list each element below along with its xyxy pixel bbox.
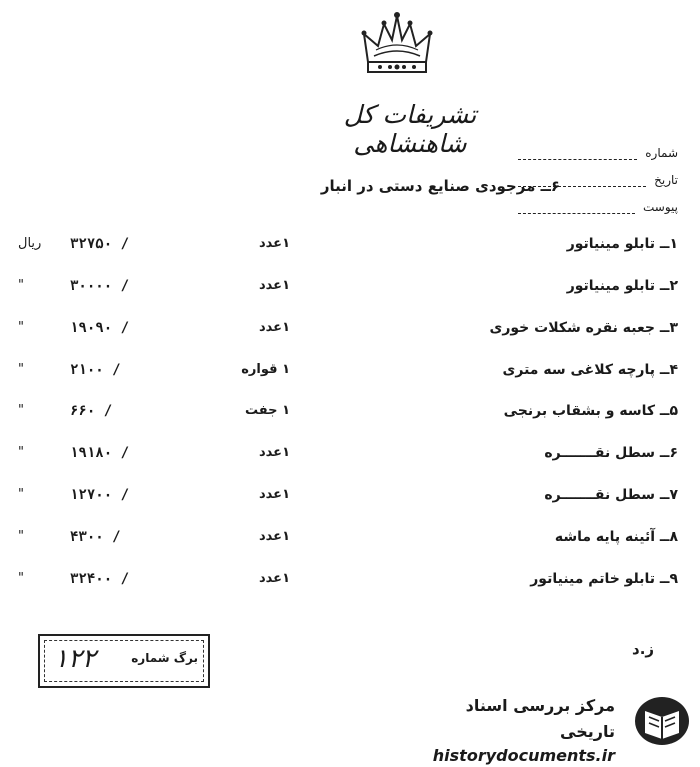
table-row [0,236,700,264]
item-price: ۱۹۰۹۰ / [70,320,130,336]
watermark-url: historydocuments.ir [432,746,615,765]
item-name: ۹ــ تابلو خاتم مینیاتور [530,571,678,587]
table-row [0,278,700,306]
item-name: ۴ــ پارچه کلاغی سه متری [502,362,678,378]
item-quantity: ۱عدد [259,445,290,460]
item-unit: " [18,487,24,502]
stamp-number: ۱۲۲ [54,644,96,674]
item-name: ۳ــ جعبه نقره شکلات خوری [489,320,678,336]
stamp-label: برگ شماره [131,651,198,665]
item-name: ۷ــ سطل نقـــــــره [544,487,678,503]
item-price: ۲۱۰۰ / [70,362,121,378]
item-name: ۲ــ تابلو مینیاتور [566,278,678,294]
item-unit: " [18,445,24,460]
item-name: ۶ــ سطل نقـــــــره [544,445,678,461]
footer-initials: ز.د [632,640,655,658]
item-quantity: ۱ جفت [245,403,290,418]
item-name: ۸ــ آئینه پایه ماشه [554,529,678,545]
table-row [0,571,700,599]
item-unit: " [18,278,24,293]
table-row [0,529,700,557]
document-meta [518,133,678,214]
item-quantity: ۱عدد [259,571,290,586]
item-quantity: ۱عدد [259,320,290,335]
item-price: ۳۲۷۵۰ / [70,236,130,252]
meta-number-line [518,151,637,160]
watermark-text [415,693,615,767]
watermark-title: مرکز بررسی اسناد تاریخی [465,696,615,741]
item-unit: ریال [18,236,42,251]
item-unit: " [18,571,24,586]
item-quantity: ۱عدد [259,487,290,502]
item-unit: " [18,362,24,377]
item-price: ۳۰۰۰۰ / [70,278,130,294]
table-row [0,320,700,348]
archive-book-logo-icon [633,695,691,747]
item-price: ۴۳۰۰ / [70,529,121,545]
item-unit: " [18,403,24,418]
item-price: ۳۲۴۰۰ / [70,571,130,587]
item-price: ۶۶۰ / [70,403,113,419]
item-quantity: ۱عدد [259,278,290,293]
item-quantity: ۱عدد [259,236,290,251]
section-title: ۶ــ مرجودی صنایع دستی در انبار [320,177,560,195]
meta-attachment-label: پیوست [643,200,678,214]
item-name: ۱ــ تابلو مینیاتور [566,236,678,252]
letterhead-title: تشریفات کل شاهنشاهی [343,100,477,158]
item-unit: " [18,320,24,335]
item-quantity: ۱عدد [259,529,290,544]
meta-attachment-line [518,205,635,214]
table-row [0,487,700,515]
table-row [0,445,700,473]
item-quantity: ۱ قواره [241,362,290,377]
item-price: ۱۹۱۸۰ / [70,445,130,461]
page-number-stamp [38,634,210,688]
item-unit: " [18,529,24,544]
meta-number-label: شماره [645,146,678,160]
item-name: ۵ــ کاسه و بشقاب برنجی [503,403,678,419]
table-row [0,362,700,390]
archive-watermark [415,693,695,765]
royal-crown-icon [360,10,434,80]
meta-date-label: تاریخ [654,173,678,187]
item-price: ۱۲۷۰۰ / [70,487,130,503]
table-row [0,403,700,431]
meta-number-row [518,133,678,160]
